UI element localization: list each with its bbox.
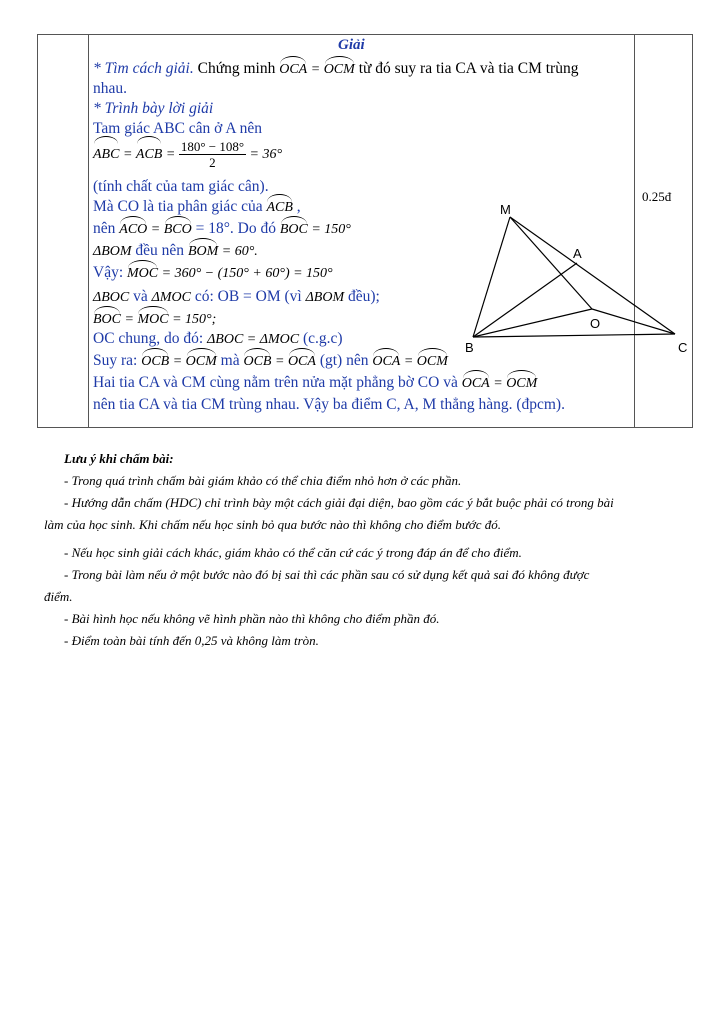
segment-bo (473, 309, 592, 337)
fraction: $\frac{180^\circ - 108^\circ}{2}$ (180, 139, 245, 170)
triangle-figure (430, 162, 695, 362)
note-item: - Trong quá trình chấm bài giám khảo có thể chia điểm nhỏ hơn ở các phần. (64, 473, 462, 488)
solution-line-9: ΔBOM đều nên BOM = 60°. (93, 241, 258, 262)
solution-line-11: ΔBOC và ΔMOC có: OB = OM (vì ΔBOM đều); (93, 288, 380, 305)
segment-mo (510, 217, 592, 309)
note-item: - Bài hình học nếu không vẽ hình phần nào thì không cho điểm phần đó. (64, 611, 440, 626)
solution-line-6: (tính chất của tam giác cân). (93, 178, 269, 195)
solution-line-angles-abc: ABC = ACB = $\frac{180^\circ - 108^\circ}{2}$ = 36° (93, 139, 283, 170)
solution-line-13: OC chung, do đó: ΔBOC = ΔMOC (c.g.c) (93, 330, 343, 347)
label-o: O (590, 316, 601, 331)
solution-line-15: Hai tia CA và CM cùng nằm trên nửa mặt phẳng bờ CO và OCA = OCM (93, 373, 537, 394)
note-item: - Điểm toàn bài tính đến 0,25 và không làm tròn. (64, 633, 319, 648)
notes-title: Lưu ý khi chấm bài: (64, 451, 174, 466)
note-item: - Trong bài làm nếu ở một bước nào đó bị sai thì các phần sau có sử dụng kết quả sai đó không được (64, 567, 590, 582)
solution-line-8: nên ACO = BCO = 18°. Do đó BOC = 150° (93, 219, 351, 240)
solution-line-3: * Trình bày lời giải (93, 100, 214, 117)
solution-line-14: Suy ra: OCB = OCM mà OCB = OCA (gt) nên OCA = OCM (93, 351, 448, 372)
segment-bc (473, 334, 675, 337)
solution-heading: Giải (338, 37, 365, 53)
label-a: A (573, 246, 582, 261)
table-divider-left (88, 35, 89, 427)
solution-line-7: Mà CO là tia phân giác của ACB , (93, 197, 301, 218)
solution-line-10: Vậy: MOC = 360° − (150° + 60°) = 150° (93, 263, 333, 284)
note-item: - Hướng dẫn chấm (HDC) chỉ trình bày một cách giải đại diện, bao gồm các ý bắt buộc phải có trong bài (64, 495, 614, 510)
solution-line-approach: * Tìm cách giải. Chứng minh OCA = OCM từ đó suy ra tia CA và tia CM trùng (93, 59, 578, 80)
solution-line-16: nên tia CA và tia CM trùng nhau. Vậy ba điểm C, A, M thẳng hàng. (đpcm). (93, 396, 565, 413)
solution-line-12: BOC = MOC = 150°; (93, 309, 216, 330)
note-item: làm của học sinh. Khi chấm nếu học sinh bỏ qua bước nào thì không cho điểm bước đó. (44, 517, 501, 532)
label-m: M (500, 202, 511, 217)
note-item: - Nếu học sinh giải cách khác, giám khảo có thể căn cứ các ý trong đáp án để cho điểm. (64, 545, 522, 560)
solution-line-2: nhau. (93, 80, 128, 97)
label-b: B (465, 340, 474, 355)
score-value: 0.25đ (642, 189, 672, 204)
note-item: điểm. (44, 589, 73, 604)
grading-notes (44, 448, 694, 652)
label-c: C (678, 340, 688, 355)
solution-line-4: Tam giác ABC cân ở A nên (93, 120, 262, 137)
segment-mb (473, 217, 510, 337)
segment-oc (592, 309, 675, 334)
